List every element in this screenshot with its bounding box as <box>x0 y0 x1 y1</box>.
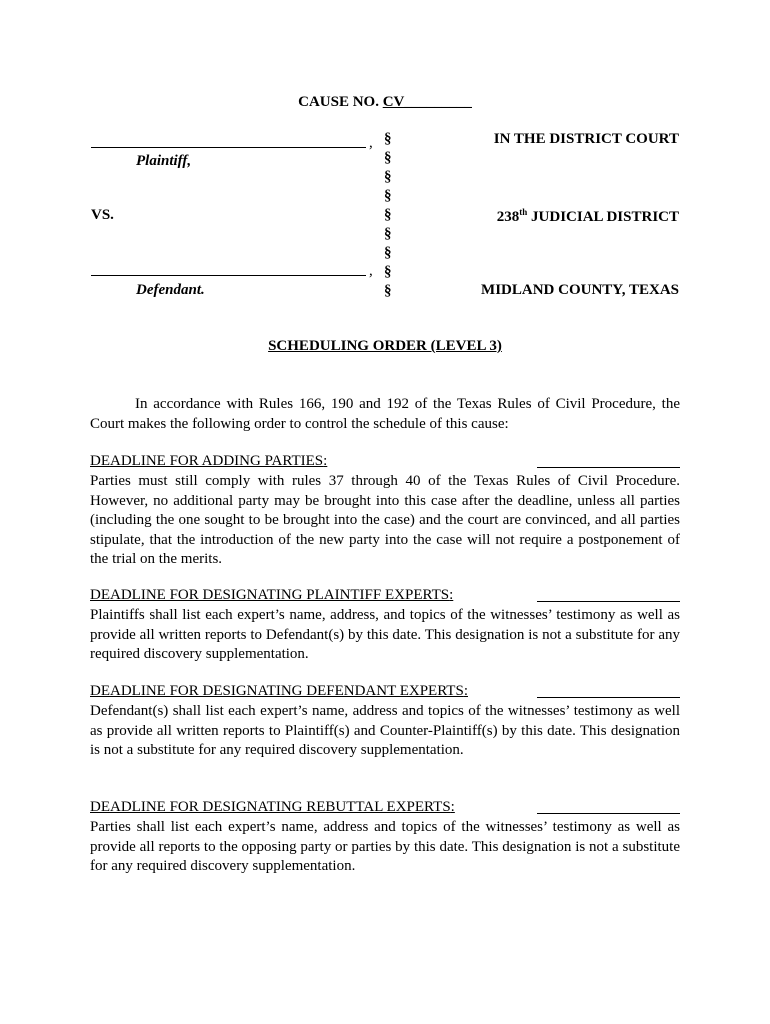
district-label: JUDICIAL DISTRICT <box>527 209 679 225</box>
defendant-label: Defendant. <box>136 282 205 298</box>
plaintiff-name-line[interactable] <box>91 147 366 148</box>
plaintiff-comma: , <box>369 135 373 151</box>
intro-text: In accordance with Rules 166, 190 and 192 of the Texas Rules of Civil Procedure, the Court makes the following order to control the schedule of this cause: <box>90 396 680 432</box>
deadline-date-blank[interactable] <box>537 467 680 468</box>
section-defendant-experts <box>90 682 680 761</box>
section-symbol: § <box>384 264 392 280</box>
section-symbol: § <box>384 188 392 204</box>
plaintiff-label: Plaintiff, <box>136 153 192 169</box>
section-heading: DEADLINE FOR ADDING PARTIES: <box>90 453 328 469</box>
district-number: 238 <box>496 209 520 225</box>
section-heading-row <box>90 586 680 606</box>
intro-paragraph <box>90 395 680 434</box>
section-symbol: § <box>384 131 392 147</box>
cause-number-prefix: CAUSE NO. <box>298 94 383 110</box>
section-symbol: § <box>384 150 392 166</box>
section-symbol: § <box>384 245 392 261</box>
versus-label: VS. <box>91 207 114 223</box>
defendant-comma: , <box>369 263 373 279</box>
section-symbol: § <box>384 283 392 299</box>
section-plaintiff-experts <box>90 586 680 665</box>
court-name: IN THE DISTRICT COURT <box>493 131 679 147</box>
section-rebuttal-experts <box>90 798 680 877</box>
section-heading: DEADLINE FOR DESIGNATING REBUTTAL EXPERTS: <box>90 799 455 815</box>
section-heading-row <box>90 682 680 702</box>
deadline-date-blank[interactable] <box>537 601 680 602</box>
defendant-name-line[interactable] <box>91 275 366 276</box>
section-symbol: § <box>384 226 392 242</box>
section-body: Parties shall list each expert’s name, address and topics of the witnesses’ testimony as well as provide all reports to the opposing party or parties by this date. This designation is not a substitute for any required discovery supplementation. <box>90 819 680 875</box>
order-title: SCHEDULING ORDER (LEVEL 3) <box>268 338 502 354</box>
section-body: Parties must still comply with rules 37 through 40 of the Texas Rules of Civil Procedure. However, no additional party may be brought into this case after the deadline, unless all parties (including the one sought to be brought into the case) and the court are convinced, and all parties stipulate, that the introduction of the new party into the case will not require a postponement of the trial on the merits. <box>90 473 680 568</box>
judicial-district <box>497 207 679 226</box>
cause-number-blank[interactable]: CV_________ <box>382 94 472 110</box>
district-ordinal-suffix: th <box>519 207 528 217</box>
section-symbol: § <box>384 207 392 223</box>
deadline-date-blank[interactable] <box>537 697 680 698</box>
section-heading-row <box>90 452 680 472</box>
county-name: MIDLAND COUNTY, TEXAS <box>481 282 679 298</box>
section-body: Defendant(s) shall list each expert’s name, address and topics of the witnesses’ testimony as well as provide all written reports to Plaintiff(s) and Counter-Plaintiff(s) by this date. This designation is not a substitute for any required discovery supplementation. <box>90 703 680 759</box>
section-adding-parties <box>90 452 680 570</box>
section-body: Plaintiffs shall list each expert’s name, address, and topics of the witnesses’ testimony as well as provide all written reports to Defendant(s) by this date. This designation is not a substitute for any required discovery supplementation. <box>90 607 680 663</box>
deadline-date-blank[interactable] <box>537 813 680 814</box>
section-symbol: § <box>384 169 392 185</box>
section-heading: DEADLINE FOR DESIGNATING DEFENDANT EXPERTS: <box>90 683 468 699</box>
cause-number <box>0 94 770 111</box>
section-heading: DEADLINE FOR DESIGNATING PLAINTIFF EXPERTS: <box>90 587 454 603</box>
section-heading-row <box>90 798 680 818</box>
